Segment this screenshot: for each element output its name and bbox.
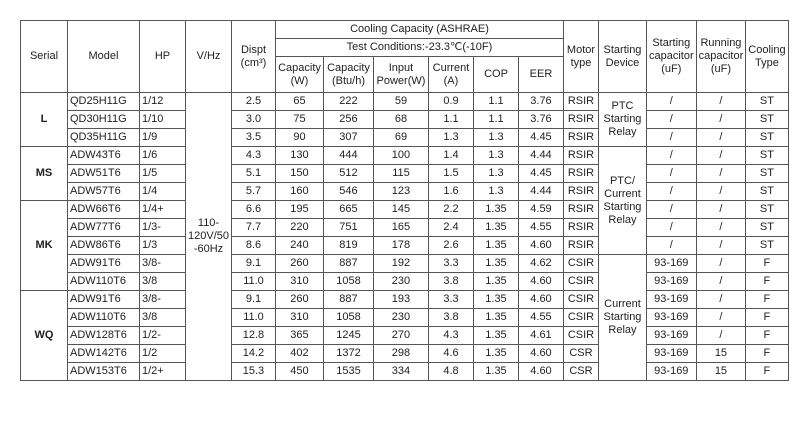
- cool-cell: ST: [746, 111, 788, 129]
- motor-cell: CSIR: [563, 327, 598, 345]
- current-cell: 3.3: [428, 255, 473, 273]
- cool-cell: F: [746, 363, 788, 381]
- cop-cell: 1.35: [473, 219, 518, 237]
- start_cap-cell: /: [646, 219, 696, 237]
- cap_w-cell: 195: [275, 201, 323, 219]
- hp-cell: 3/8: [140, 273, 186, 291]
- eer-cell: 4.45: [518, 129, 563, 147]
- cop-cell: 1.1: [473, 93, 518, 111]
- cap_w-cell: 160: [275, 183, 323, 201]
- motor-cell: RSIR: [563, 201, 598, 219]
- dispt-cell: 9.1: [231, 291, 275, 309]
- cool-cell: F: [746, 327, 788, 345]
- cap_btu-cell: 256: [323, 111, 373, 129]
- eer-cell: 4.60: [518, 291, 563, 309]
- motor-cell: RSIR: [563, 183, 598, 201]
- start_cap-cell: 93-169: [646, 255, 696, 273]
- input-cell: 115: [373, 165, 428, 183]
- header-current: Current (A): [428, 57, 473, 93]
- dispt-cell: 5.7: [231, 183, 275, 201]
- cool-cell: F: [746, 309, 788, 327]
- cool-cell: ST: [746, 183, 788, 201]
- motor-cell: RSIR: [563, 219, 598, 237]
- input-cell: 298: [373, 345, 428, 363]
- table-row: [21, 129, 789, 147]
- input-cell: 59: [373, 93, 428, 111]
- cool-cell: ST: [746, 129, 788, 147]
- cool-cell: ST: [746, 219, 788, 237]
- model-cell: ADW128T6: [68, 327, 140, 345]
- hp-cell: 3/8-: [140, 255, 186, 273]
- dispt-cell: 11.0: [231, 309, 275, 327]
- hp-cell: 1/3: [140, 237, 186, 255]
- table-row: [21, 111, 789, 129]
- cop-cell: 1.35: [473, 363, 518, 381]
- header-eer: EER: [518, 57, 563, 93]
- current-cell: 3.3: [428, 291, 473, 309]
- model-cell: QD30H11G: [68, 111, 140, 129]
- header-cooling-capacity: Cooling Capacity (ASHRAE): [275, 21, 563, 39]
- cap_w-cell: 310: [275, 309, 323, 327]
- header-motor-type: Motor type: [563, 21, 598, 93]
- cap_w-cell: 90: [275, 129, 323, 147]
- header-vhz: V/Hz: [186, 21, 232, 93]
- header-hp: HP: [140, 21, 186, 93]
- cop-cell: 1.35: [473, 201, 518, 219]
- cap_btu-cell: 819: [323, 237, 373, 255]
- starting-device-cell: PTC Starting Relay: [598, 93, 646, 147]
- hp-cell: 1/2: [140, 345, 186, 363]
- dispt-cell: 9.1: [231, 255, 275, 273]
- starting-device-cell: PTC/ Current Starting Relay: [598, 147, 646, 255]
- table-row: [21, 201, 789, 219]
- header-dispt: Dispt (cm³): [231, 21, 275, 93]
- eer-cell: 3.76: [518, 111, 563, 129]
- input-cell: 230: [373, 309, 428, 327]
- model-cell: ADW110T6: [68, 309, 140, 327]
- hp-cell: 1/2+: [140, 363, 186, 381]
- cap_w-cell: 75: [275, 111, 323, 129]
- current-cell: 3.8: [428, 273, 473, 291]
- cap_btu-cell: 887: [323, 291, 373, 309]
- hp-cell: 1/2-: [140, 327, 186, 345]
- input-cell: 100: [373, 147, 428, 165]
- start_cap-cell: /: [646, 147, 696, 165]
- start_cap-cell: 93-169: [646, 363, 696, 381]
- run_cap-cell: /: [696, 291, 746, 309]
- table-row: [21, 309, 789, 327]
- eer-cell: 4.44: [518, 147, 563, 165]
- start_cap-cell: /: [646, 93, 696, 111]
- table-row: [21, 237, 789, 255]
- current-cell: 1.6: [428, 183, 473, 201]
- model-cell: ADW66T6: [68, 201, 140, 219]
- header-capacity-w: Capacity (W): [275, 57, 323, 93]
- current-cell: 4.8: [428, 363, 473, 381]
- current-cell: 0.9: [428, 93, 473, 111]
- cop-cell: 1.3: [473, 183, 518, 201]
- input-cell: 193: [373, 291, 428, 309]
- cap_btu-cell: 1372: [323, 345, 373, 363]
- motor-cell: RSIR: [563, 165, 598, 183]
- cap_btu-cell: 1058: [323, 309, 373, 327]
- motor-cell: CSIR: [563, 309, 598, 327]
- table-row: [21, 93, 789, 111]
- eer-cell: 4.59: [518, 201, 563, 219]
- input-cell: 334: [373, 363, 428, 381]
- cap_w-cell: 260: [275, 291, 323, 309]
- cap_btu-cell: 887: [323, 255, 373, 273]
- start_cap-cell: 93-169: [646, 291, 696, 309]
- run_cap-cell: /: [696, 237, 746, 255]
- eer-cell: 4.55: [518, 309, 563, 327]
- run_cap-cell: /: [696, 327, 746, 345]
- cop-cell: 1.35: [473, 273, 518, 291]
- model-cell: ADW86T6: [68, 237, 140, 255]
- hp-cell: 1/4+: [140, 201, 186, 219]
- dispt-cell: 12.8: [231, 327, 275, 345]
- current-cell: 4.3: [428, 327, 473, 345]
- input-cell: 178: [373, 237, 428, 255]
- start_cap-cell: 93-169: [646, 309, 696, 327]
- start_cap-cell: /: [646, 129, 696, 147]
- input-cell: 123: [373, 183, 428, 201]
- input-cell: 230: [373, 273, 428, 291]
- current-cell: 1.1: [428, 111, 473, 129]
- cool-cell: ST: [746, 237, 788, 255]
- cap_btu-cell: 665: [323, 201, 373, 219]
- dispt-cell: 3.5: [231, 129, 275, 147]
- model-cell: ADW153T6: [68, 363, 140, 381]
- motor-cell: CSR: [563, 345, 598, 363]
- model-cell: ADW57T6: [68, 183, 140, 201]
- model-cell: ADW51T6: [68, 165, 140, 183]
- eer-cell: 4.55: [518, 219, 563, 237]
- header-starting-capacitor: Starting capacitor (uF): [646, 21, 696, 93]
- hp-cell: 1/9: [140, 129, 186, 147]
- start_cap-cell: /: [646, 111, 696, 129]
- cap_btu-cell: 307: [323, 129, 373, 147]
- cop-cell: 1.35: [473, 327, 518, 345]
- eer-cell: 4.44: [518, 183, 563, 201]
- eer-cell: 4.62: [518, 255, 563, 273]
- cop-cell: 1.3: [473, 129, 518, 147]
- eer-cell: 4.45: [518, 165, 563, 183]
- cap_w-cell: 240: [275, 237, 323, 255]
- table-body: [21, 93, 789, 381]
- table-row: [21, 273, 789, 291]
- run_cap-cell: /: [696, 183, 746, 201]
- input-cell: 68: [373, 111, 428, 129]
- series-cell: L: [21, 93, 68, 147]
- model-cell: QD35H11G: [68, 129, 140, 147]
- run_cap-cell: /: [696, 255, 746, 273]
- cap_btu-cell: 1535: [323, 363, 373, 381]
- cap_w-cell: 365: [275, 327, 323, 345]
- start_cap-cell: /: [646, 201, 696, 219]
- header-input-power: Input Power(W): [373, 57, 428, 93]
- eer-cell: 3.76: [518, 93, 563, 111]
- eer-cell: 4.60: [518, 273, 563, 291]
- current-cell: 1.4: [428, 147, 473, 165]
- cool-cell: ST: [746, 93, 788, 111]
- cool-cell: F: [746, 273, 788, 291]
- cap_btu-cell: 751: [323, 219, 373, 237]
- input-cell: 69: [373, 129, 428, 147]
- eer-cell: 4.61: [518, 327, 563, 345]
- cool-cell: F: [746, 255, 788, 273]
- hp-cell: 1/3-: [140, 219, 186, 237]
- input-cell: 192: [373, 255, 428, 273]
- dispt-cell: 14.2: [231, 345, 275, 363]
- current-cell: 1.5: [428, 165, 473, 183]
- eer-cell: 4.60: [518, 237, 563, 255]
- start_cap-cell: /: [646, 237, 696, 255]
- hp-cell: 3/8: [140, 309, 186, 327]
- motor-cell: CSIR: [563, 273, 598, 291]
- start_cap-cell: /: [646, 165, 696, 183]
- input-cell: 165: [373, 219, 428, 237]
- model-cell: ADW91T6: [68, 255, 140, 273]
- header-serial: Serial: [21, 21, 68, 93]
- cop-cell: 1.1: [473, 111, 518, 129]
- table-row: [21, 165, 789, 183]
- model-cell: QD25H11G: [68, 93, 140, 111]
- current-cell: 2.6: [428, 237, 473, 255]
- header-cop: COP: [473, 57, 518, 93]
- cap_btu-cell: 1245: [323, 327, 373, 345]
- dispt-cell: 8.6: [231, 237, 275, 255]
- cap_w-cell: 450: [275, 363, 323, 381]
- current-cell: 2.2: [428, 201, 473, 219]
- hp-cell: 1/10: [140, 111, 186, 129]
- table-row: [21, 291, 789, 309]
- cop-cell: 1.35: [473, 291, 518, 309]
- dispt-cell: 3.0: [231, 111, 275, 129]
- vhz-cell: 110- 120V/50 -60Hz: [186, 93, 232, 381]
- start_cap-cell: 93-169: [646, 345, 696, 363]
- input-cell: 270: [373, 327, 428, 345]
- hp-cell: 1/4: [140, 183, 186, 201]
- hp-cell: 3/8-: [140, 291, 186, 309]
- cap_w-cell: 220: [275, 219, 323, 237]
- cap_w-cell: 402: [275, 345, 323, 363]
- run_cap-cell: /: [696, 129, 746, 147]
- run_cap-cell: /: [696, 165, 746, 183]
- series-cell: MK: [21, 201, 68, 291]
- cap_btu-cell: 222: [323, 93, 373, 111]
- cool-cell: F: [746, 345, 788, 363]
- dispt-cell: 2.5: [231, 93, 275, 111]
- run_cap-cell: /: [696, 219, 746, 237]
- cop-cell: 1.35: [473, 255, 518, 273]
- eer-cell: 4.60: [518, 345, 563, 363]
- cap_w-cell: 65: [275, 93, 323, 111]
- run_cap-cell: /: [696, 93, 746, 111]
- table-row: [21, 345, 789, 363]
- header-starting-device: Starting Device: [598, 21, 646, 93]
- starting-device-cell: Current Starting Relay: [598, 255, 646, 381]
- cool-cell: ST: [746, 147, 788, 165]
- eer-cell: 4.60: [518, 363, 563, 381]
- table-header: [21, 21, 789, 93]
- motor-cell: RSIR: [563, 129, 598, 147]
- cap_w-cell: 150: [275, 165, 323, 183]
- dispt-cell: 15.3: [231, 363, 275, 381]
- header-test-conditions: Test Conditions:-23.3℃(-10F): [275, 39, 563, 57]
- current-cell: 3.8: [428, 309, 473, 327]
- cool-cell: ST: [746, 201, 788, 219]
- run_cap-cell: /: [696, 147, 746, 165]
- dispt-cell: 7.7: [231, 219, 275, 237]
- motor-cell: RSIR: [563, 111, 598, 129]
- table-row: [21, 363, 789, 381]
- dispt-cell: 5.1: [231, 165, 275, 183]
- series-cell: WQ: [21, 291, 68, 381]
- cool-cell: F: [746, 291, 788, 309]
- cool-cell: ST: [746, 165, 788, 183]
- cap_btu-cell: 546: [323, 183, 373, 201]
- hp-cell: 1/12: [140, 93, 186, 111]
- dispt-cell: 6.6: [231, 201, 275, 219]
- model-cell: ADW43T6: [68, 147, 140, 165]
- motor-cell: RSIR: [563, 147, 598, 165]
- motor-cell: CSIR: [563, 291, 598, 309]
- table-row: [21, 147, 789, 165]
- cop-cell: 1.35: [473, 345, 518, 363]
- current-cell: 2.4: [428, 219, 473, 237]
- run_cap-cell: 15: [696, 363, 746, 381]
- header-model: Model: [68, 21, 140, 93]
- start_cap-cell: 93-169: [646, 327, 696, 345]
- start_cap-cell: /: [646, 183, 696, 201]
- cap_w-cell: 130: [275, 147, 323, 165]
- header-running-capacitor: Running capacitor (uF): [696, 21, 746, 93]
- compressor-spec-table: [20, 20, 789, 381]
- cap_btu-cell: 1058: [323, 273, 373, 291]
- hp-cell: 1/6: [140, 147, 186, 165]
- header-cooling-type: Cooling Type: [746, 21, 788, 93]
- table-row: [21, 255, 789, 273]
- model-cell: ADW142T6: [68, 345, 140, 363]
- table-row: [21, 327, 789, 345]
- header-capacity-btuh: Capacity (Btu/h): [323, 57, 373, 93]
- motor-cell: RSIR: [563, 93, 598, 111]
- table-row: [21, 183, 789, 201]
- cap_btu-cell: 444: [323, 147, 373, 165]
- run_cap-cell: /: [696, 111, 746, 129]
- model-cell: ADW77T6: [68, 219, 140, 237]
- cop-cell: 1.35: [473, 309, 518, 327]
- dispt-cell: 11.0: [231, 273, 275, 291]
- model-cell: ADW91T6: [68, 291, 140, 309]
- start_cap-cell: 93-169: [646, 273, 696, 291]
- series-cell: MS: [21, 147, 68, 201]
- motor-cell: CSIR: [563, 255, 598, 273]
- run_cap-cell: 15: [696, 345, 746, 363]
- motor-cell: CSR: [563, 363, 598, 381]
- cop-cell: 1.35: [473, 237, 518, 255]
- cap_btu-cell: 512: [323, 165, 373, 183]
- cop-cell: 1.3: [473, 165, 518, 183]
- motor-cell: RSIR: [563, 237, 598, 255]
- table-row: [21, 219, 789, 237]
- model-cell: ADW110T6: [68, 273, 140, 291]
- run_cap-cell: /: [696, 273, 746, 291]
- current-cell: 1.3: [428, 129, 473, 147]
- run_cap-cell: /: [696, 201, 746, 219]
- cap_w-cell: 260: [275, 255, 323, 273]
- cop-cell: 1.3: [473, 147, 518, 165]
- input-cell: 145: [373, 201, 428, 219]
- cap_w-cell: 310: [275, 273, 323, 291]
- current-cell: 4.6: [428, 345, 473, 363]
- dispt-cell: 4.3: [231, 147, 275, 165]
- run_cap-cell: /: [696, 309, 746, 327]
- hp-cell: 1/5: [140, 165, 186, 183]
